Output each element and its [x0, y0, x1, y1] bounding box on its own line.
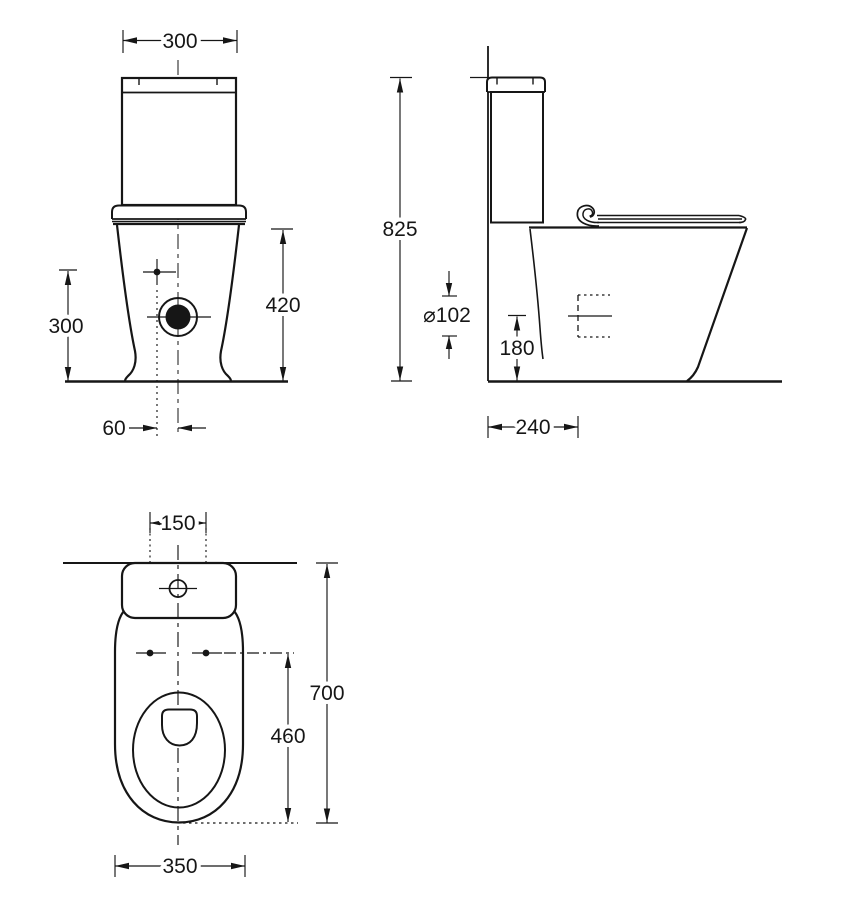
dim-bowl-width-label: 350 — [162, 855, 198, 878]
dim-front-to-fixing-label: 460 — [270, 725, 306, 748]
dim-fixing-offset — [102, 417, 206, 440]
cistern-plan-outline — [122, 563, 236, 618]
dim-fixing-height — [48, 270, 83, 381]
seat-hinge-curl-inner — [583, 209, 599, 223]
dim-outlet-height — [499, 316, 534, 381]
dim-total-height-label: 825 — [382, 218, 418, 241]
dim-outlet-setout — [488, 416, 578, 439]
cistern-side-body — [491, 92, 543, 223]
dim-fixing-offset-label: 60 — [102, 417, 126, 440]
side-view — [382, 46, 782, 439]
dim-total-height — [382, 78, 417, 382]
dim-outlet-setout-label: 240 — [515, 416, 551, 439]
front-view — [48, 30, 300, 440]
seat-side-profile — [577, 206, 745, 226]
dim-fixing-height-label: 300 — [48, 315, 84, 338]
pan-front-left-side — [117, 225, 136, 381]
plan-view — [63, 512, 345, 878]
dim-total-depth-label: 700 — [309, 682, 345, 705]
dim-bowl-width — [115, 855, 245, 878]
trap-outline — [162, 710, 197, 746]
pan-front-slope — [687, 228, 747, 381]
dim-outlet-diameter-label: ⌀102 — [423, 304, 471, 327]
dim-outlet-diameter — [423, 271, 471, 359]
dim-front-to-fixing — [270, 654, 305, 822]
dim-outlet-height-label: 180 — [499, 337, 535, 360]
dim-pan-height — [265, 229, 300, 381]
dim-fixing-centres-label: 150 — [160, 512, 196, 535]
dim-front-width — [123, 30, 237, 53]
cistern-side-lid — [487, 78, 545, 93]
dim-front-width-label: 300 — [162, 30, 198, 53]
dim-pan-height-label: 420 — [265, 294, 301, 317]
dim-fixing-centres — [150, 512, 206, 535]
hidden-outlet-connector — [568, 295, 612, 337]
flange-outline — [112, 206, 246, 220]
dim-total-depth — [309, 563, 344, 823]
cistern-front-outline — [122, 78, 236, 205]
pan-front-right-side — [220, 225, 239, 381]
